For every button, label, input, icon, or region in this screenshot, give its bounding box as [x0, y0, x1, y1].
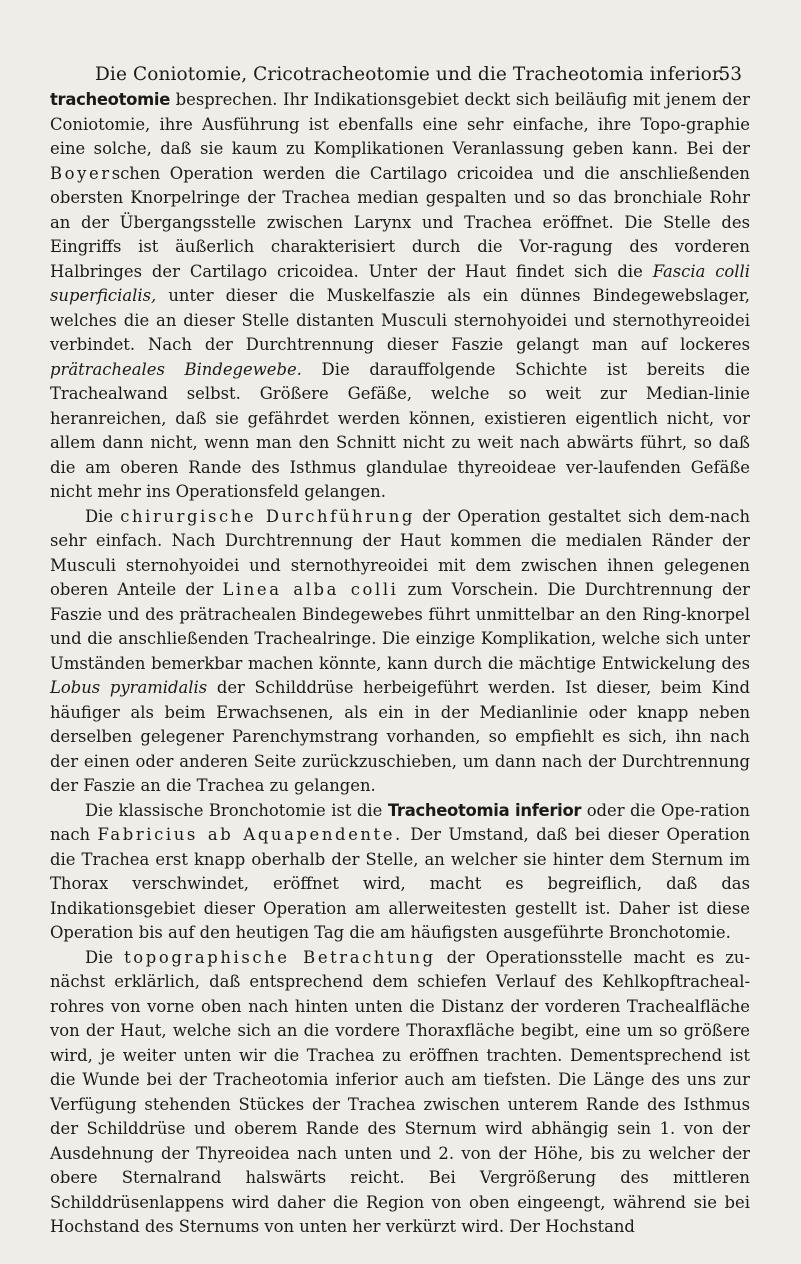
- text-run: zum Vorschein. Die Durchtrennung der Faszie und des prätrachealen Bindegewebes führt unmittelbar an den Ring-knorpel und die anschließenden Trachealringe. Die einzige Komplikation, welche sich unter Umständen bemerkbar machen könnte, kann durch die mächtige Entwickelung des: [50, 580, 750, 673]
- italic-term: Lobus pyramidalis: [50, 678, 208, 697]
- text-run: Die darauffolgende Schichte ist bereits die Trachealwand selbst. Größere Gefäße, welche so weit zur Median-linie heranreichen, daß sie gefährdet werden können, existieren eigentlich nicht, vor allem dann nicht, wenn man den Schnitt nicht zu weit nach abwärts führt, so daß die am oberen Rande des Isthmus glandulae thyreoideae ver-laufenden Gefäße nicht mehr ins Operationsfeld gelangen.: [50, 359, 750, 501]
- text-run: oder die Ope-ration nach: [50, 800, 750, 844]
- body-text: [50, 88, 750, 1240]
- paragraph-3: [50, 799, 750, 946]
- text-run: Die klassische Bronchotomie ist die: [85, 800, 388, 820]
- text-run: der Operationsstelle macht es zu-nächst erklärlich, daß entsprechend dem schiefen Verlauf des Kehlkopftracheal-rohres von vorne oben nach hinten unten die Distanz der vorderen Trachealfläche von der Haut, welche sich an die vordere Thoraxfläche begibt, eine um so größere wird, je weiter unten wir die Trachea zu eröffnen trachten. Dementsprechend ist die Wunde bei der Tracheotomia inferior auch am tiefsten. Die Länge des uns zur Verfügung stehenden Stückes der Trachea zwischen unterem Rande des Isthmus der Schilddrüse und oberem Rande des Sternum wird abhängig sein 1. von der Ausdehnung der Thyreoidea nach unten und 2. von der Höhe, bis zu welcher der obere Sternalrand halswärts reicht. Bei Vergrößerung des mittleren Schilddrüsenlappens wird daher die Region von oben eingeengt, während sie bei Hochstand des Sternums von unten her verkürzt wird. Der Hochstand: [50, 947, 751, 1236]
- page-number: 53: [718, 64, 742, 85]
- running-header: [95, 60, 742, 90]
- text-run: der Operation gestaltet sich dem-nach sehr einfach. Nach Durchtrennung der Haut kommen die medialen Ränder der Musculi sternohyoidei und sternothyreoidei mit dem zwischen ihnen gelegenen oberen Anteile der: [50, 506, 751, 599]
- italic-term: Fascia colli superficialis,: [50, 261, 751, 305]
- paragraph-2: [50, 505, 750, 799]
- text-run: Der Umstand, daß bei dieser Operation die Trachea erst knapp oberhalb der Stelle, an welcher sie hinter dem Sternum im Thorax verschwindet, eröffnet wird, macht es begreiflich, daß das Indikationsgebiet dieser Operation am allerweitesten gestellt ist. Daher ist diese Operation bis auf den heutigen Tag die am häufigsten ausgeführte Bronchotomie.: [50, 825, 750, 942]
- bold-term: Tracheotomia inferior: [387, 800, 582, 820]
- text-run: schen Operation werden die Cartilago cricoidea und die anschließenden obersten Knorpelringe der Trachea median gespalten und so das bronchiale Rohr an der Übergangsstelle zwischen Larynx und Trachea eröffnet. Die Stelle des Eingriffs ist äußerlich charakterisiert durch die Vor-ragung des vorderen Halbringes der Cartilago cricoidea. Unter der Haut findet sich die: [50, 163, 750, 281]
- bold-term: tracheotomie: [50, 90, 171, 109]
- text-run: Die: [85, 506, 121, 526]
- spaced-term: topographische Betrachtung: [124, 947, 436, 967]
- spaced-term: chirurgische Durchführung: [120, 506, 416, 526]
- spaced-name: Boyer: [50, 163, 112, 183]
- spaced-name: Fabricius ab Aquapendente.: [97, 825, 403, 844]
- spaced-term: Linea alba colli: [222, 580, 399, 599]
- paragraph-4: [50, 946, 750, 1240]
- text-run: unter dieser die Muskelfaszie als ein dünnes Bindegewebslager, welches die an dieser Stelle distanten Musculi sternohyoidei und sternothyreoidei verbindet. Nach der Durchtrennung dieser Faszie gelangt man auf lockeres: [50, 286, 750, 354]
- italic-term: prätracheales Bindegewebe.: [50, 359, 302, 379]
- running-title: Die Coniotomie, Cricotracheotomie und die Tracheotomia inferior.: [95, 64, 725, 85]
- paragraph-1: [50, 88, 750, 505]
- text-run: der Schilddrüse herbeigeführt werden. Ist dieser, beim Kind häufiger als beim Erwachsenen, als ein in der Medianlinie oder knapp neben derselben gelegener Parenchymstrang vorhanden, so empfiehlt es sich, ihn nach der einen oder anderen Seite zurückzuschieben, um dann nach der Durchtrennung der Faszie an die Trachea zu gelangen.: [50, 678, 750, 795]
- text-run: besprechen. Ihr Indikationsgebiet deckt sich beiläufig mit jenem der Coniotomie, ihre Ausführung ist ebenfalls eine sehr einfache, ihre Topo-graphie eine solche, daß sie kaum zu Komplikationen Veranlassung geben kann. Bei der: [50, 90, 750, 158]
- text-run: Die: [85, 947, 125, 967]
